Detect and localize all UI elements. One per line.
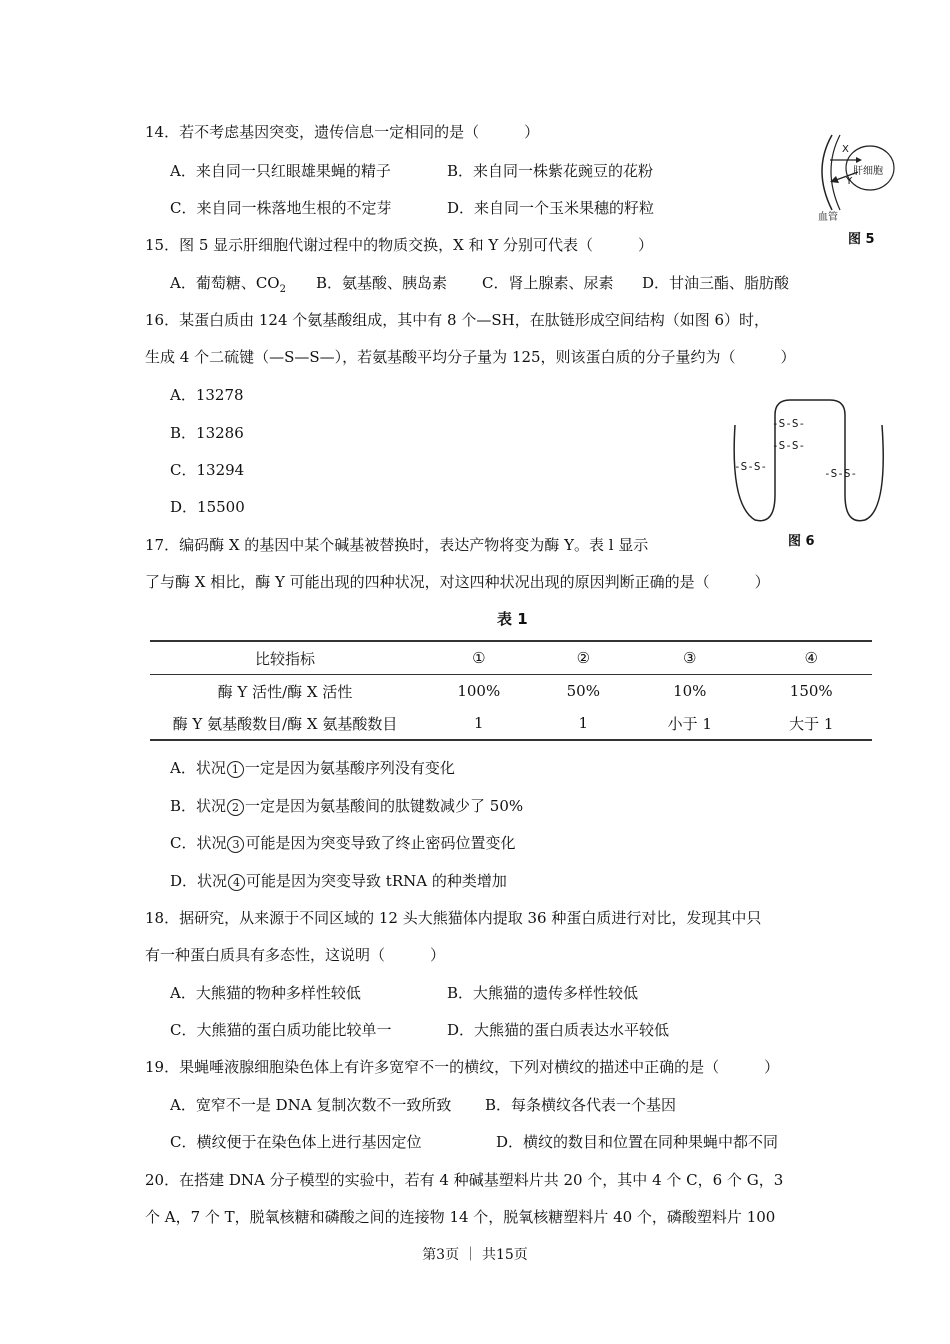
table-1 [150, 640, 872, 741]
q16-stem-line2: 生成 4 个二硫键（—S—S—），若氨基酸平均分子量为 125，则该蛋白质的分子量约为（ ） [145, 348, 796, 366]
table-header-cell: ④ [750, 641, 872, 675]
table-row [150, 675, 872, 708]
q19-option-d: D．横纹的数目和位置在同种果蝇中都不同 [496, 1133, 779, 1151]
q15-option-c: C．肾上腺素、尿素 [482, 274, 614, 292]
disulfide-bond-2: -S-S- [772, 417, 806, 430]
figure-6 [730, 395, 890, 550]
q15-option-a: A．葡萄糖、$CO_2$ [170, 274, 286, 295]
table-cell: 10% [673, 682, 707, 700]
q14-option-d: D．来自同一个玉米果穗的籽粒 [447, 199, 655, 217]
q17-option-c: C．状况 3 可能是因为突变导致了终止密码位置变化 [170, 834, 516, 852]
fig5-cell-label: 肝细胞 [853, 166, 883, 177]
table-cell: 100% [457, 682, 501, 700]
circled-number: 1 [227, 761, 244, 778]
q18-option-d: D．大熊猫的蛋白质表达水平较低 [447, 1021, 670, 1039]
q16-option-b: B．13286 [170, 424, 244, 442]
q14-option-b: B．来自同一株紫花豌豆的花粉 [447, 162, 654, 180]
table-cell: 1 [420, 707, 538, 740]
disulfide-bond-1: -S-S- [734, 460, 768, 473]
table-header-cell: ③ [629, 641, 750, 675]
table-header-cell: 比较指标 [150, 641, 420, 675]
table-header-row [150, 641, 872, 675]
table-cell: 1 [538, 707, 629, 740]
q15-option-b: B．氨基酸、胰岛素 [316, 274, 448, 292]
q19-option-c: C．横纹便于在染色体上进行基因定位 [170, 1133, 422, 1151]
circled-number: 2 [227, 799, 244, 816]
disulfide-bond-4: -S-S- [824, 467, 858, 480]
q18-stem-line1: 18．据研究，从来源于不同区域的 12 头大熊猫体内提取 36 种蛋白质进行对比，发现其中只 [145, 909, 762, 927]
table-header-cell: ② [538, 641, 629, 675]
fig5-vessel-label: 血管 [818, 212, 838, 223]
table-1-title: 表 1 [497, 610, 528, 628]
q18-option-c: C．大熊猫的蛋白质功能比较单一 [170, 1021, 392, 1039]
q18-option-a: A．大熊猫的物种多样性较低 [170, 984, 361, 1002]
table-cell: 50% [566, 682, 600, 700]
q20-stem-line2: 个 A，7 个 T，脱氧核糖和磷酸之间的连接物 14 个，脱氧核糖塑料片 40 个，磷酸塑料片 100 [145, 1208, 776, 1226]
disulfide-bond-3: -S-S- [772, 439, 806, 452]
table-row [150, 707, 872, 740]
q17-option-d: D．状况 4 可能是因为突变导致 tRNA 的种类增加 [170, 872, 507, 890]
q14-stem: 14．若不考虑基因突变，遗传信息一定相同的是（ ） [145, 123, 540, 141]
fig5-x-label: X [842, 144, 849, 155]
table-cell: 酶 Y 活性/酶 X 活性 [217, 682, 353, 701]
q17-stem-line2: 了与酶 X 相比，酶 Y 可能出现的四种状况，对这四种状况出现的原因判断正确的是（ ） [145, 573, 770, 591]
q17-stem-line1: 17．编码酶 X 的基因中某个碱基被替换时，表达产物将变为酶 Y。表 l 显示 [145, 536, 649, 554]
q16-option-c: C．13294 [170, 461, 245, 479]
subscript-2: 2 [279, 284, 286, 295]
figure-5 [812, 130, 902, 250]
q16-option-a: A．13278 [170, 386, 244, 404]
table-cell: 150% [789, 682, 833, 700]
table-cell: 大于 1 [750, 707, 872, 740]
q18-stem-line2: 有一种蛋白质具有多态性，这说明（ ） [145, 946, 446, 964]
q16-stem-line1: 16．某蛋白质由 124 个氨基酸组成，其中有 8 个—SH，在肽链形成空间结构（如图 6）时， [145, 311, 770, 329]
table-cell: 小于 1 [629, 707, 750, 740]
q14-option-c: C．来自同一株落地生根的不定芽 [170, 199, 392, 217]
fig6-caption: 图 6 [788, 534, 815, 549]
q20-stem-line1: 20．在搭建 DNA 分子模型的实验中，若有 4 种碱基塑料片共 20 个，其中 4 个 C，6 个 G，3 [145, 1171, 784, 1189]
q15-stem: 15．图 5 显示肝细胞代谢过程中的物质交换，X 和 Y 分别可代表（ ） [145, 236, 654, 254]
q17-option-a: A．状况 1 一定是因为氨基酸序列没有变化 [170, 759, 455, 777]
table-header-cell: ① [420, 641, 538, 675]
fig5-caption: 图 5 [848, 232, 875, 247]
q16-option-d: D．15500 [170, 498, 245, 516]
q19-option-a: A．宽窄不一是 DNA 复制次数不一致所致 [170, 1096, 452, 1114]
circled-number: 4 [228, 874, 245, 891]
q19-stem: 19．果蝇唾液腺细胞染色体上有许多宽窄不一的横纹，下列对横纹的描述中正确的是（ ） [145, 1058, 780, 1076]
q15-option-d: D．甘油三酯、脂肪酸 [642, 274, 790, 292]
fig5-y-label: Y [846, 176, 853, 187]
q18-option-b: B．大熊猫的遗传多样性较低 [447, 984, 639, 1002]
q14-option-a: A．来自同一只红眼雄果蝇的精子 [170, 162, 391, 180]
q19-option-b: B．每条横纹各代表一个基因 [485, 1096, 677, 1114]
q17-option-b: B．状况 2 一定是因为氨基酸间的肽键数减少了 50% [170, 797, 524, 815]
page-footer: 第3页 ｜ 共15页 [422, 1247, 528, 1263]
circled-number: 3 [227, 836, 244, 853]
table-cell: 酶 Y 氨基酸数目/酶 X 氨基酸数目 [150, 707, 420, 740]
